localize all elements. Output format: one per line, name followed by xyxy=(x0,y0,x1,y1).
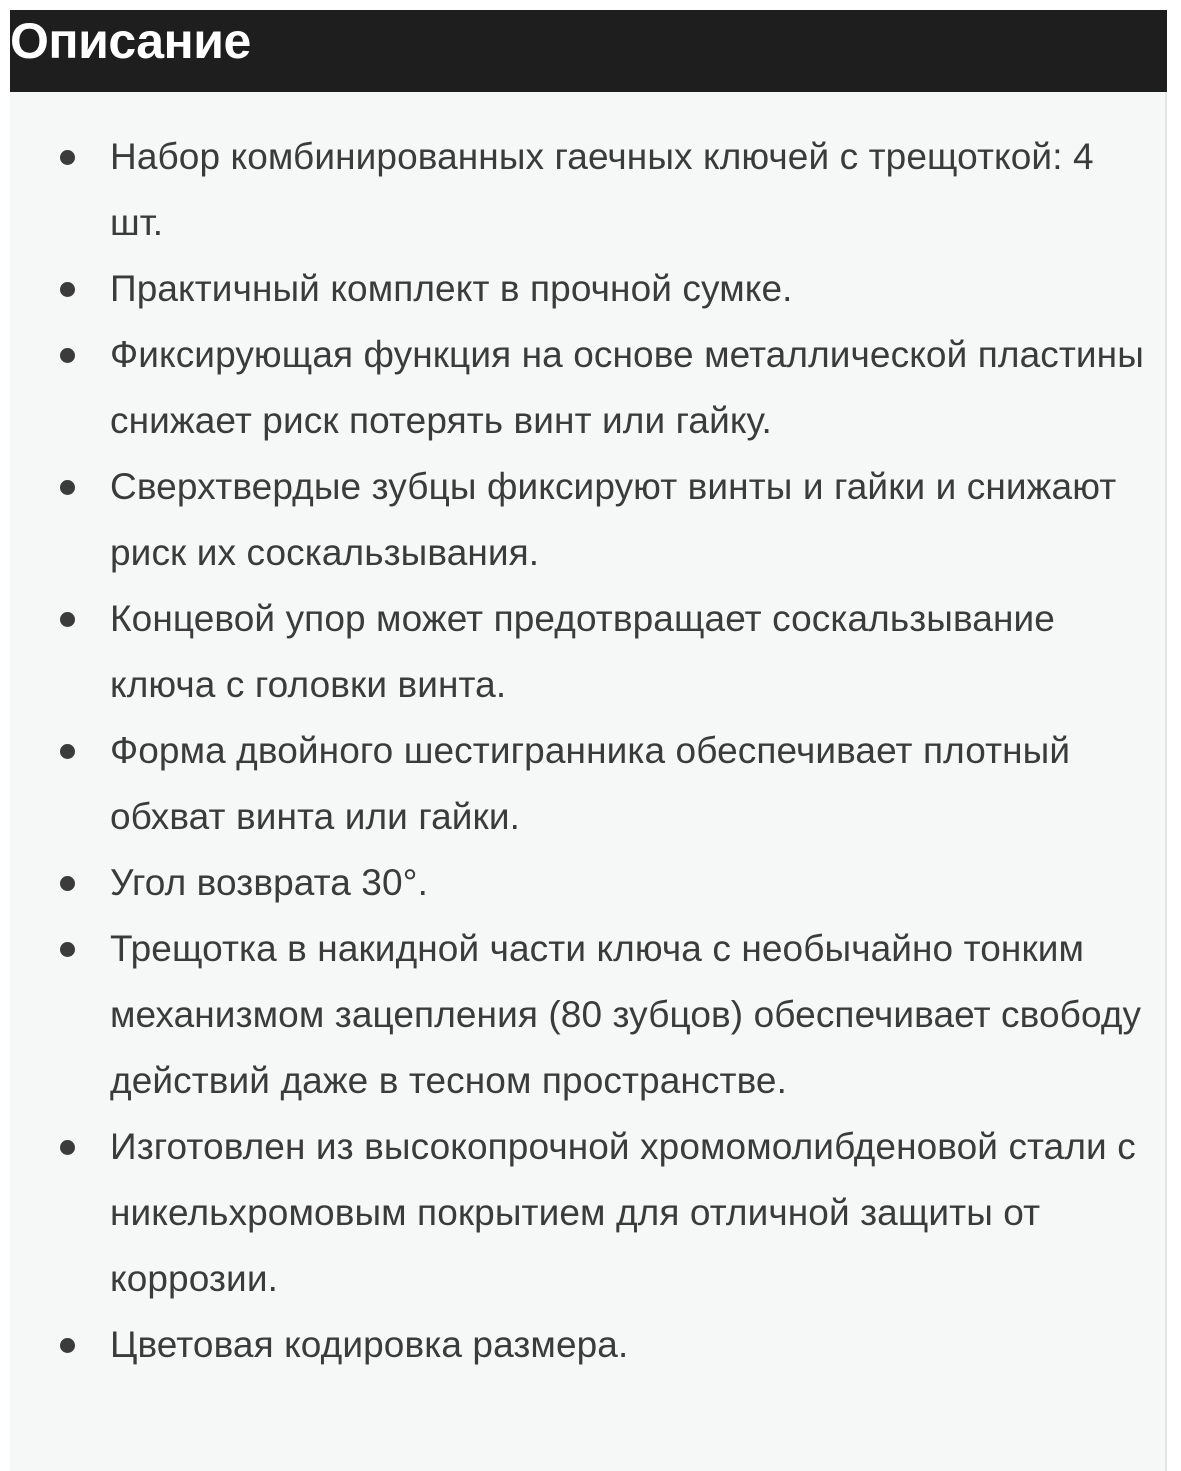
bullet-icon xyxy=(60,348,75,363)
feature-text: Сверхтвердые зубцы фиксируют винты и гайки и снижают риск их соскальзывания. xyxy=(110,466,1117,573)
feature-text: Практичный комплект в прочной сумке. xyxy=(110,268,793,309)
section-title: Описание xyxy=(10,13,251,69)
feature-item xyxy=(10,256,1150,322)
feature-item xyxy=(10,1114,1150,1312)
feature-item xyxy=(10,718,1150,850)
description-panel xyxy=(10,92,1167,1471)
bullet-icon xyxy=(60,282,75,297)
bullet-icon xyxy=(60,942,75,957)
description-header xyxy=(10,10,1167,92)
feature-item xyxy=(10,586,1150,718)
feature-text: Концевой упор может предотвращает соскальзывание ключа с головки винта. xyxy=(110,598,1055,705)
feature-text: Изготовлен из высокопрочной хромомолибденовой стали с никельхромовым покрытием для отличной защиты от коррозии. xyxy=(110,1126,1136,1299)
bullet-icon xyxy=(60,1140,75,1155)
bullet-icon xyxy=(60,480,75,495)
feature-text: Фиксирующая функция на основе металлической пластины снижает риск потерять винт или гайку. xyxy=(110,334,1144,441)
bullet-icon xyxy=(60,150,75,165)
feature-item xyxy=(10,454,1150,586)
feature-list xyxy=(10,124,1150,1378)
feature-text: Форма двойного шестигранника обеспечивает плотный обхват винта или гайки. xyxy=(110,730,1071,837)
feature-item xyxy=(10,850,1150,916)
bullet-icon xyxy=(60,1338,75,1353)
feature-item xyxy=(10,322,1150,454)
feature-text: Угол возврата 30°. xyxy=(110,862,428,903)
feature-item xyxy=(10,1312,1150,1378)
feature-text: Цветовая кодировка размера. xyxy=(110,1324,629,1365)
feature-item xyxy=(10,916,1150,1114)
feature-text: Трещотка в накидной части ключа с необычайно тонким механизмом зацепления (80 зубцов) обеспечивает свободу действий даже в тесном пространстве. xyxy=(110,928,1142,1101)
bullet-icon xyxy=(60,876,75,891)
feature-item xyxy=(10,124,1150,256)
feature-text: Набор комбинированных гаечных ключей с трещоткой: 4 шт. xyxy=(110,136,1094,243)
bullet-icon xyxy=(60,612,75,627)
bullet-icon xyxy=(60,744,75,759)
